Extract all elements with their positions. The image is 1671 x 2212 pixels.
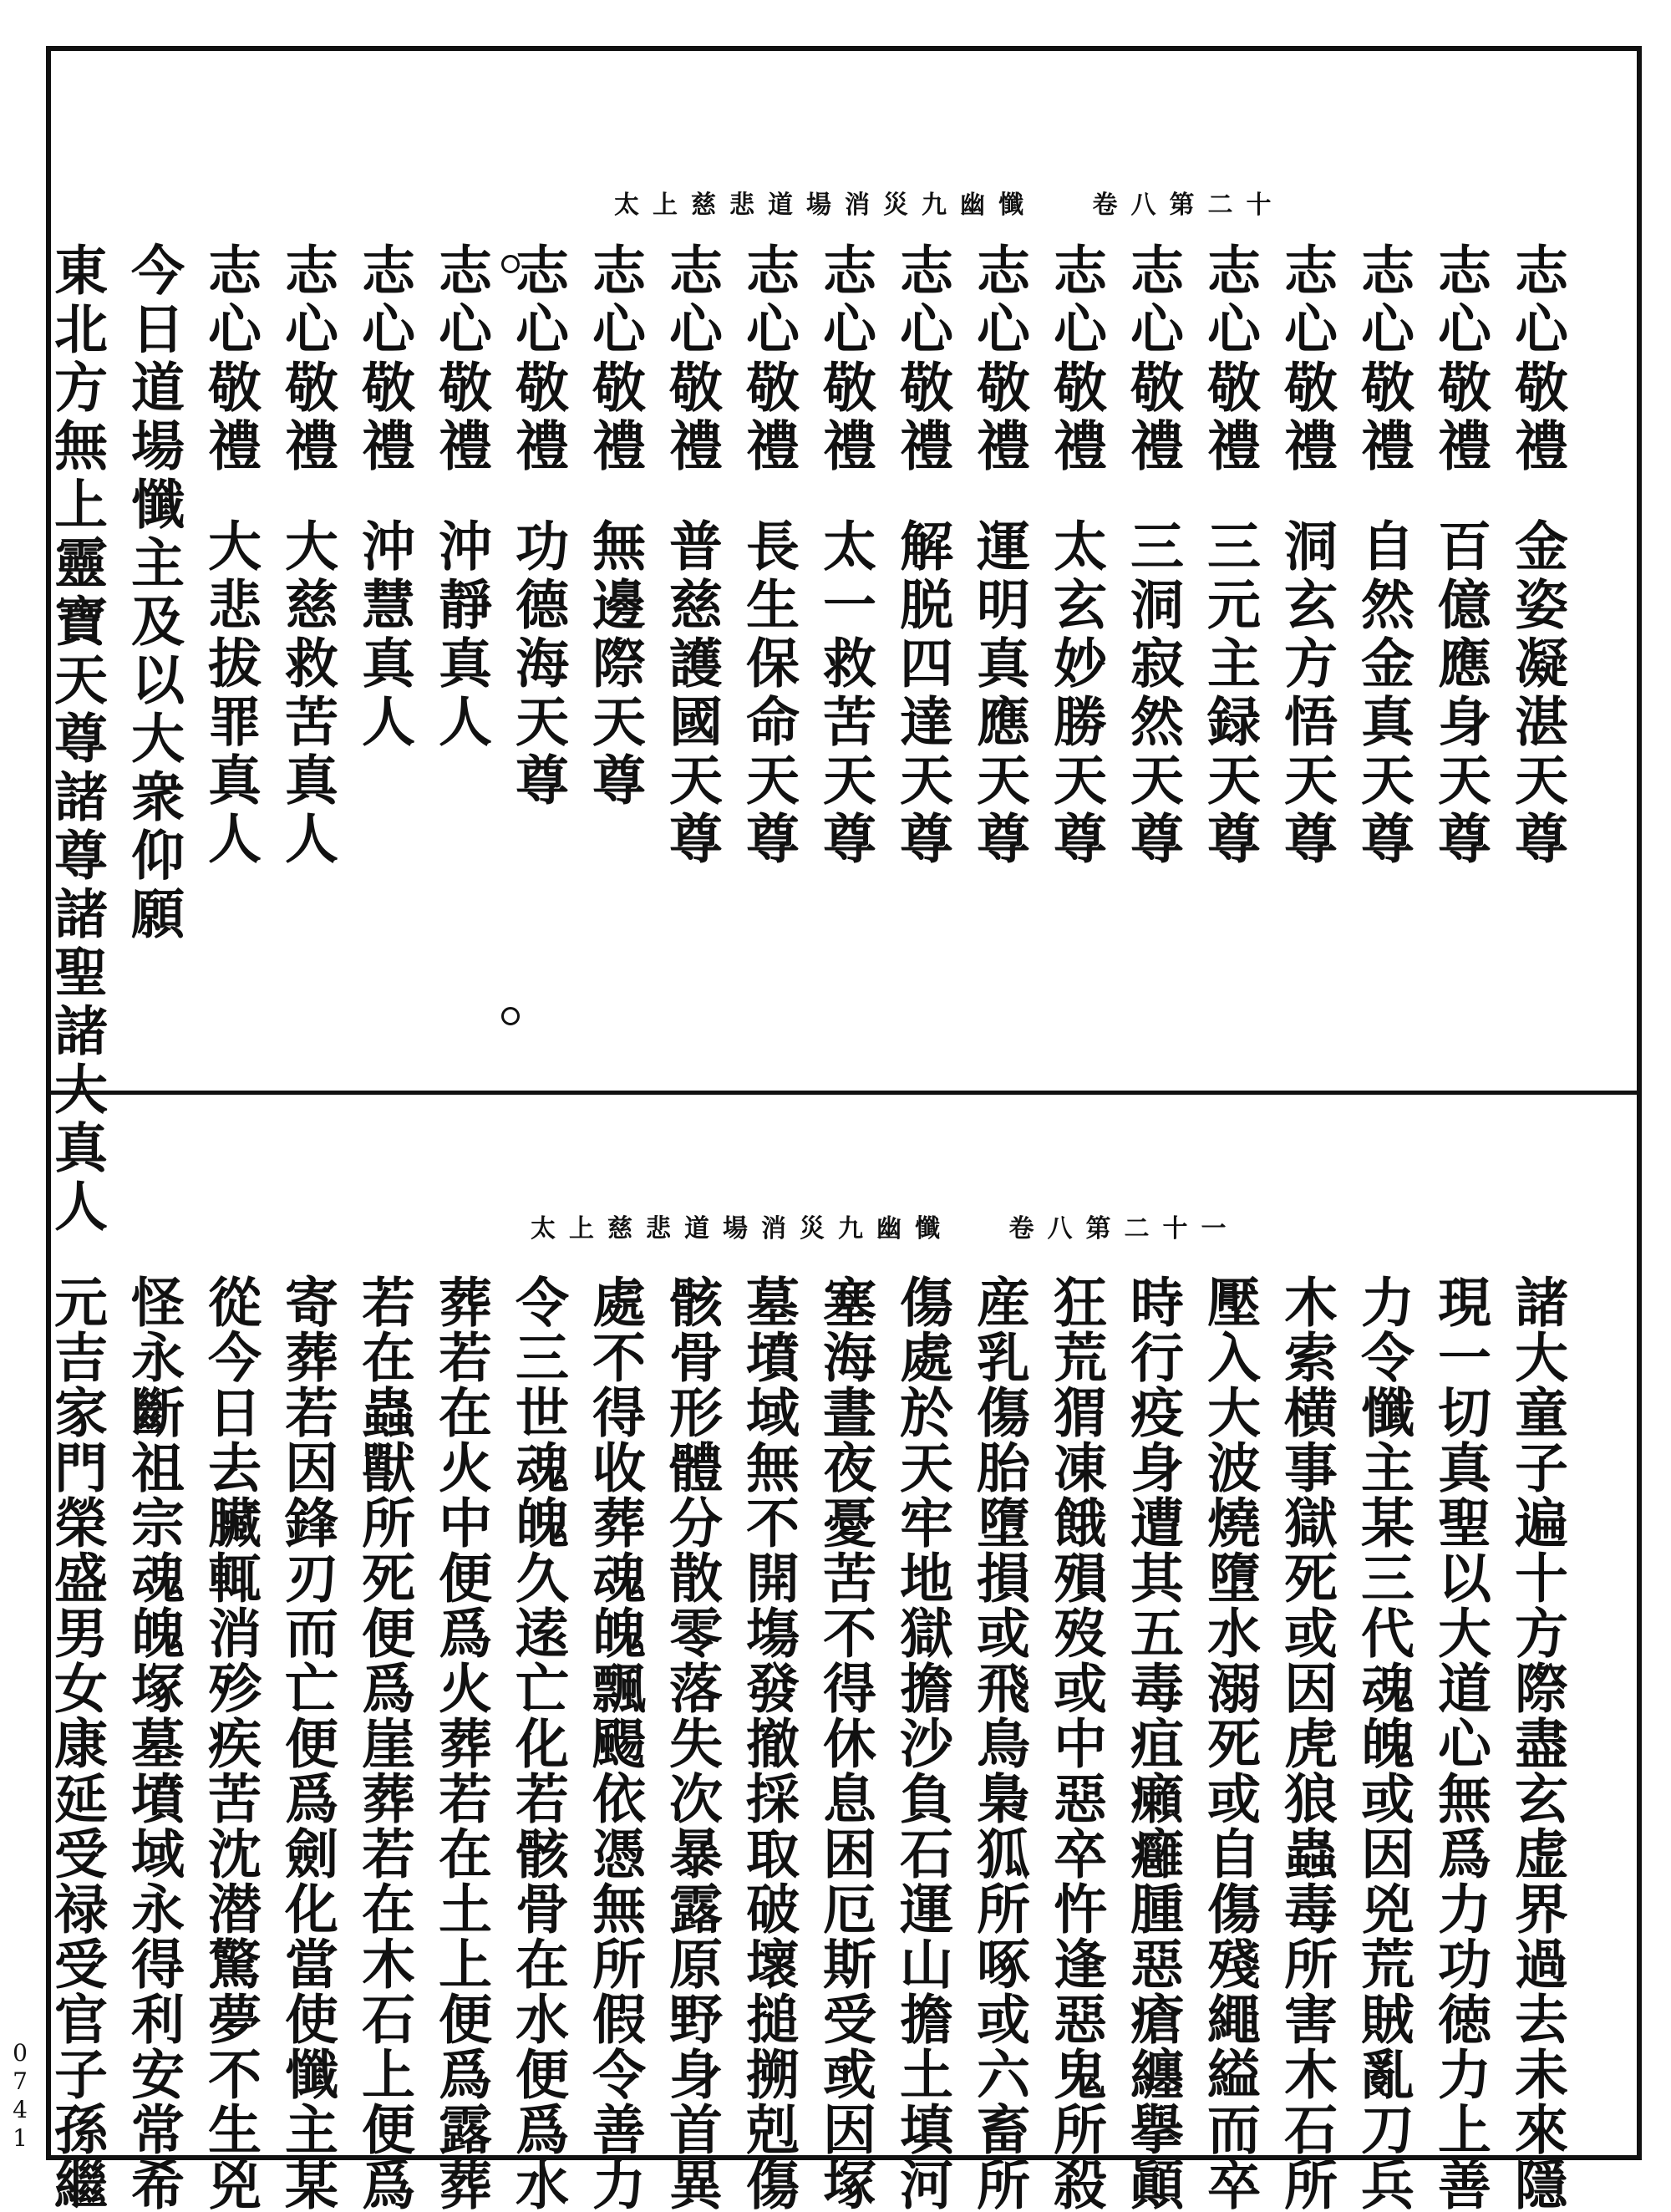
text-column: 志心敬禮無邊際天尊 xyxy=(583,242,646,811)
text-column: 志心敬禮洞玄方悟天尊 xyxy=(1275,242,1338,869)
text-column: 今日道場懺主及以大衆仰願 xyxy=(122,242,185,944)
text-column: 志心敬禮三元主録天尊 xyxy=(1198,242,1261,869)
text-column: 産乳傷胎墮損或飛鳥梟狐所啄或六畜所 xyxy=(968,1274,1030,2212)
text-column: 寄葬若因鋒刃而亡便爲劍化當使懺主某 xyxy=(276,1274,338,2212)
section-label: 卷八第二十 xyxy=(1092,191,1285,220)
text-column: 現一切真聖以大道心無爲力功徳力上善 xyxy=(1429,1274,1491,2212)
text-column: 從今日去臟輒消殄疾苦沈潜驚夢不生兇 xyxy=(199,1274,262,2212)
text-column: 若在蟲獸所死便爲崖葬若在木石上便爲 xyxy=(353,1274,415,2212)
text-column: 志心敬禮百億應身天尊 xyxy=(1429,242,1491,869)
text-column: 志心敬禮大慈救苦真人 xyxy=(276,242,338,869)
bottom-text-columns xyxy=(38,1274,1575,2212)
text-column: 時行疫身遭其五毒疽癩癰腫惡瘡纏擧顚 xyxy=(1121,1274,1184,2212)
page-number: 0 7 4 1 xyxy=(13,2039,28,2152)
text-column: 壓入大波燒墮水溺死或自傷殘繩縊而卒 xyxy=(1198,1274,1261,2212)
text-column: 元吉家門榮盛男女康延受禄受官子孫繼 xyxy=(45,1274,108,2212)
circle-mark xyxy=(501,1007,520,1025)
text-column: 志心敬禮太一救苦天尊 xyxy=(814,242,876,869)
text-column: 志心敬禮解脱四達天尊 xyxy=(891,242,953,869)
text-column: 令三世魂魄久逺亡化若骸骨在水便爲水 xyxy=(506,1274,569,2212)
panel-divider xyxy=(46,1091,1642,1095)
scripture-title: 太上慈悲道場消災九幽懺 xyxy=(531,1214,953,1243)
text-column: 志心敬禮功德海天尊 xyxy=(506,242,569,811)
bottom-panel xyxy=(45,1195,1575,2212)
text-column: 墓墳域無不開塲發撤採取破壞搥搠剋傷 xyxy=(737,1274,800,2212)
text-column: 志心敬禮大悲拔罪真人 xyxy=(199,242,262,869)
text-column: 志心敬禮普慈護國天尊 xyxy=(660,242,723,869)
scripture-title: 太上慈悲道場消災九幽懺 xyxy=(614,191,1037,220)
text-column: 志心敬禮沖靜真人 xyxy=(429,242,492,752)
text-column: 志心敬禮太玄妙勝天尊 xyxy=(1044,242,1107,869)
text-column: 志心敬禮運明真應天尊 xyxy=(968,242,1030,869)
text-column: 葬若在火中便爲火葬若在土上便爲露葬 xyxy=(429,1274,492,2212)
text-column: 力令懺主某三代魂魄或因兇荒賊亂刀兵 xyxy=(1352,1274,1415,2212)
text-column: 骸骨形體分散零落失次暴露原野身首異 xyxy=(660,1274,723,2212)
text-column: 志心敬禮三洞寂然天尊 xyxy=(1121,242,1184,869)
text-column: 志心敬禮長生保命天尊 xyxy=(737,242,800,869)
text-column: 東北方無上靈寶天尊諸尊諸聖諸大真人 xyxy=(45,242,108,1237)
text-column: 木索横事獄死或因虎狼蟲毒所害木石所 xyxy=(1275,1274,1338,2212)
text-column: 志心敬禮金姿凝湛天尊 xyxy=(1506,242,1568,869)
text-column: 志心敬禮沖慧真人 xyxy=(353,242,415,752)
bottom-header xyxy=(531,1208,1239,1244)
text-column: 處不得收葬魂魄飄颺依憑無所假令善力 xyxy=(583,1274,646,2212)
text-column: 諸大童子遍十方際盡玄虚界過去未來隱 xyxy=(1506,1274,1568,2212)
text-column: 傷處於天牢地獄擔沙負石運山擔土填河 xyxy=(891,1274,953,2212)
text-column: 狂荒猬凍餓殞歿或中惡卒忤逢惡鬼所殺 xyxy=(1044,1274,1107,2212)
text-column: 志心敬禮自然金真天尊 xyxy=(1352,242,1415,869)
top-header xyxy=(614,184,1284,221)
text-column: 怪永斷祖宗魂魄塚墓墳域永得利安常希 xyxy=(122,1274,185,2212)
section-label: 卷八第二十一 xyxy=(1008,1214,1240,1243)
text-column: 塞海晝夜憂苦不得休息困厄斯受或因塚 xyxy=(814,1274,876,2212)
